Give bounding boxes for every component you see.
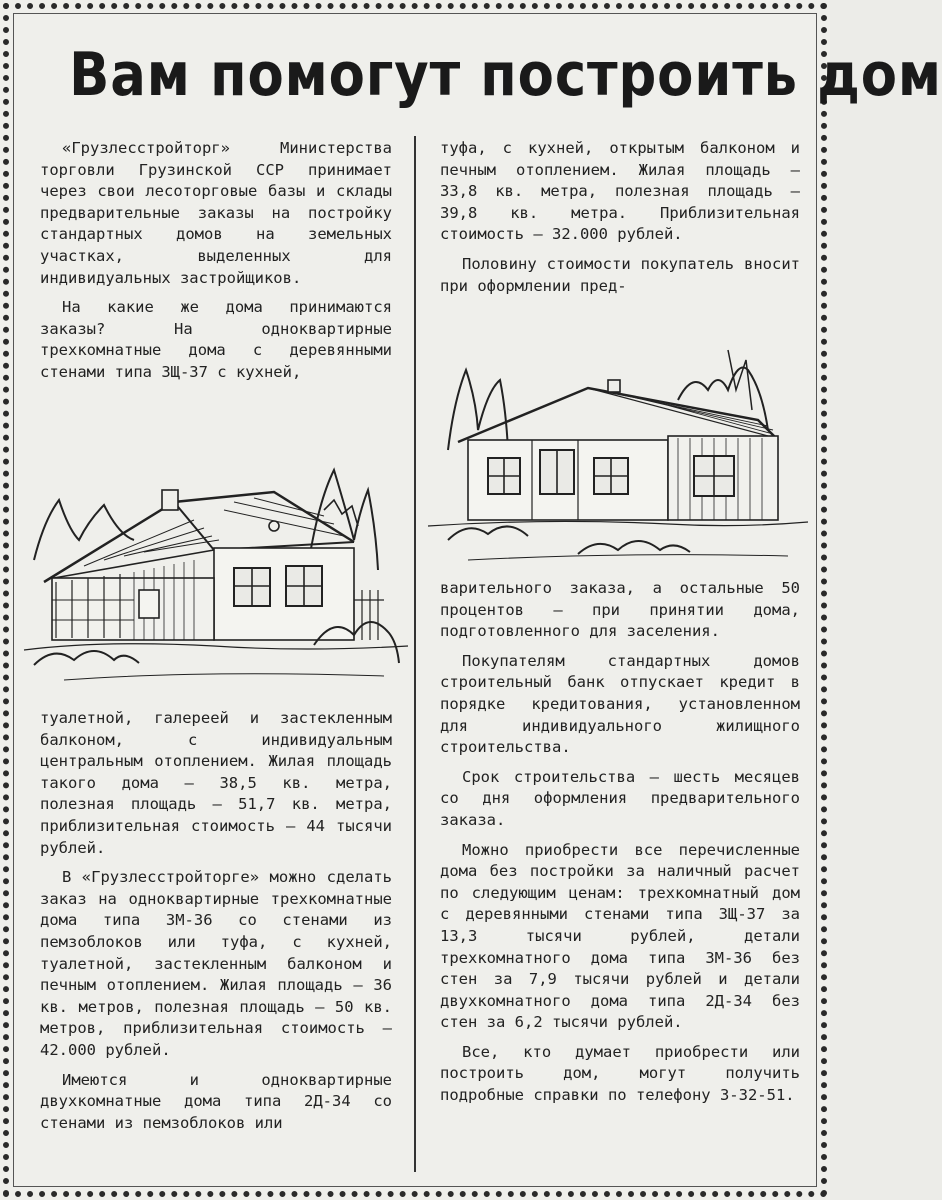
- paragraph-zshch37-continued: туалетной, галереей и застекленным балконом, с индивидуальным центральным отоплением. Жилая площадь такого дома — 38,5 кв. метра, полезная площадь — 51,7 кв. метра, приблизительная стоимость — 44 тысячи рублей.: [40, 709, 392, 857]
- paragraph-payment-continued: варительного заказа, а остальные 50 процентов — при принятии дома, подготовленного для заселения.: [440, 579, 800, 641]
- paragraph-intro: «Грузлесстройторг» Министерства торговли Грузинской ССР принимает через свои лесоторговые базы и склады предварительные заказы на постройку стандартных домов на земельных участках, выделенных для индивидуальных застройщиков.: [40, 139, 392, 287]
- paragraph-credit: Покупателям стандартных домов строительный банк отпускает кредит в порядке кредитования, установленном для индивидуального жилищного строительства.: [440, 651, 800, 757]
- paragraph-2d34-continued: туфа, с кухней, открытым балконом и печным отоплением. Жилая площадь — 33,8 кв. метра, полезная площадь — 39,8 кв. метра. Приблизительная стоимость — 32.000 рублей.: [440, 139, 800, 244]
- paragraph-prices: Можно приобрести все перечисленные дома без постройки за наличный расчет по следующим ценам: трехкомнатный дом с деревянными стенами типа ЗЩ-37 за 13,3 тысячи рублей, детали трехкомнатного дома типа ЗМ-36 без стен за 7,9 тысячи рублей и детали двухкомнатного дома типа 2Д-34 без стен за 6,2 тысячи рублей.: [440, 840, 800, 1032]
- left-column-top: [40, 138, 392, 392]
- left-column-bottom: [40, 708, 392, 1142]
- paragraph-question: На какие же дома принимаются заказы? На одноквартирные трехкомнатные дома с деревянными стенами типа ЗЩ-37 с кухней,: [40, 298, 392, 381]
- right-column-bottom: [440, 578, 800, 1115]
- house-illustration-right: [428, 340, 808, 568]
- headline: Вам помогут построить дом: [69, 40, 942, 110]
- house-illustration-left: [24, 440, 408, 686]
- right-column-top: [440, 138, 800, 305]
- paragraph-payment: Половину стоимости покупатель вносит при оформлении пред-: [440, 254, 800, 295]
- paragraph-2d34: Имеются и одноквартирные двухкомнатные дома типа 2Д-34 со стенами из пемзоблоков или: [40, 1070, 392, 1132]
- paragraph-zm36: В «Грузлесстройторге» можно сделать заказ на одноквартирные трехкомнатные дома типа ЗМ-36 со стенами из пемзоблоков или туфа, с кухней, туалетной, застекленным балконом и печным отоплением. Жилая площадь — 36 кв. метров, полезная площадь — 50 кв. метров, приблизительная стоимость — 42.000 рублей.: [40, 868, 392, 1059]
- paragraph-contact: Все, кто думает приобрести или построить дом, могут получить подробные справки по телефону 3-32-51.: [440, 1042, 800, 1105]
- column-divider: [414, 136, 416, 1172]
- paragraph-term: Срок строительства — шесть месяцев со дня оформления предварительного заказа.: [440, 767, 800, 829]
